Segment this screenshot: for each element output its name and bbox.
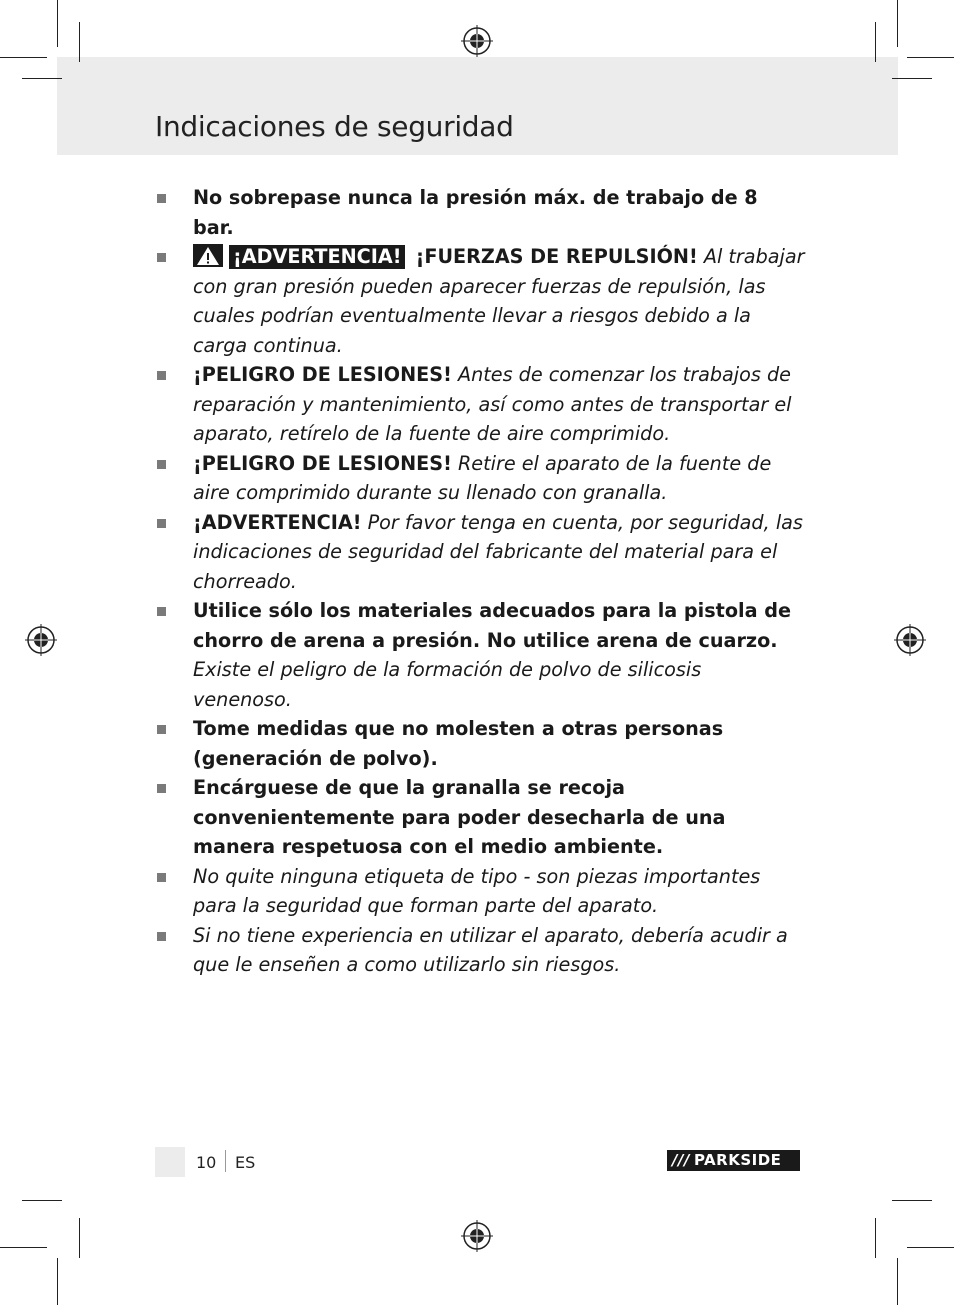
- item-italic-text: No quite ninguna etiqueta de tipo - son piezas importantes para la seguridad que forman parte del aparato.: [193, 864, 761, 917]
- item-italic-text: Si no tiene experiencia en utilizar el aparato, debería acudir a que le enseñen a como utilizarlo sin riesgos.: [193, 923, 788, 976]
- list-item: [155, 360, 805, 449]
- bullet-square-icon: [157, 194, 166, 203]
- list-item: [155, 508, 805, 597]
- crop-mark: [22, 1200, 62, 1201]
- brand-name: PARKSIDE: [693, 1151, 782, 1169]
- item-italic-text: Existe el peligro de la formación de polvo de silicosis venenoso.: [193, 658, 702, 711]
- bullet-square-icon: [157, 519, 166, 528]
- bullet-square-icon: [157, 460, 166, 469]
- crop-mark: [875, 22, 876, 62]
- footer-divider: [225, 1150, 226, 1172]
- item-bold-text: Utilice sólo los materiales adecuados para la pistola de chorro de arena a presión. No utilice arena de cuarzo.: [193, 599, 791, 652]
- item-bold-text: Encárguese de que la granalla se recoja convenientemente para poder desecharla de una manera respetuosa con el medio ambiente.: [193, 776, 726, 858]
- page-title: Indicaciones de seguridad: [155, 110, 514, 143]
- crop-mark: [907, 1247, 954, 1248]
- item-italic-text: Por favor tenga en cuenta, por seguridad, las indicaciones de seguridad del fabricante del material para el chorreado.: [193, 510, 803, 593]
- crop-mark: [892, 1200, 932, 1201]
- bullet-square-icon: [157, 873, 166, 882]
- list-item: [155, 862, 805, 921]
- registration-mark-icon: [25, 624, 57, 656]
- warning-label: ¡ADVERTENCIA!: [229, 245, 405, 269]
- item-italic-text: Al trabajar con gran presión pueden aparecer fuerzas de repulsión, las cuales podrían eventualmente llevar a riesgos debido a la carga continua.: [193, 245, 805, 357]
- warning-triangle-icon: [193, 244, 223, 267]
- list-item: [155, 714, 805, 773]
- brand-logo: [667, 1150, 800, 1171]
- item-italic-text: Retire el aparato de la fuente de aire comprimido durante su llenado con granalla.: [193, 451, 772, 504]
- list-item: [155, 921, 805, 980]
- bullet-square-icon: [157, 784, 166, 793]
- crop-mark: [875, 1218, 876, 1258]
- crop-mark: [57, 1258, 58, 1305]
- item-bold-text: ¡PELIGRO DE LESIONES!: [193, 363, 452, 386]
- registration-mark-icon: [894, 624, 926, 656]
- crop-mark: [897, 1258, 898, 1305]
- bullet-square-icon: [157, 371, 166, 380]
- crop-mark: [897, 0, 898, 47]
- language-code: ES: [235, 1153, 256, 1172]
- safety-list: [155, 183, 805, 980]
- list-item: [155, 773, 805, 862]
- bullet-square-icon: [157, 725, 166, 734]
- item-bold-text: Tome medidas que no molesten a otras personas (generación de polvo).: [193, 717, 724, 770]
- crop-mark: [0, 1247, 47, 1248]
- bullet-square-icon: [157, 607, 166, 616]
- list-item: [155, 596, 805, 714]
- registration-mark-icon: [461, 1220, 493, 1252]
- list-item: [155, 183, 805, 242]
- page-number: 10: [196, 1153, 217, 1172]
- item-bold-text: ¡ADVERTENCIA!: [193, 510, 362, 534]
- crop-mark: [57, 0, 58, 47]
- item-italic-text: Antes de comenzar los trabajos de reparación y mantenimiento, así como antes de transportar el aparato, retírelo de la fuente de aire comprimido.: [193, 363, 792, 445]
- bullet-square-icon: [157, 253, 166, 262]
- footer-tab: [155, 1147, 185, 1177]
- registration-mark-icon: [461, 25, 493, 57]
- crop-mark: [892, 78, 932, 79]
- item-bold-text: ¡FUERZAS DE REPULSIÓN!: [415, 245, 698, 268]
- list-item: [155, 242, 805, 360]
- bullet-square-icon: [157, 932, 166, 941]
- item-bold-text: ¡PELIGRO DE LESIONES!: [193, 451, 452, 475]
- crop-mark: [22, 78, 62, 79]
- brand-slashes: ///: [672, 1151, 690, 1169]
- list-item: [155, 449, 805, 508]
- crop-mark: [79, 22, 80, 62]
- crop-mark: [0, 57, 47, 58]
- crop-mark: [79, 1218, 80, 1258]
- item-bold-text: No sobrepase nunca la presión máx. de trabajo de 8 bar.: [193, 186, 758, 239]
- crop-mark: [907, 57, 954, 58]
